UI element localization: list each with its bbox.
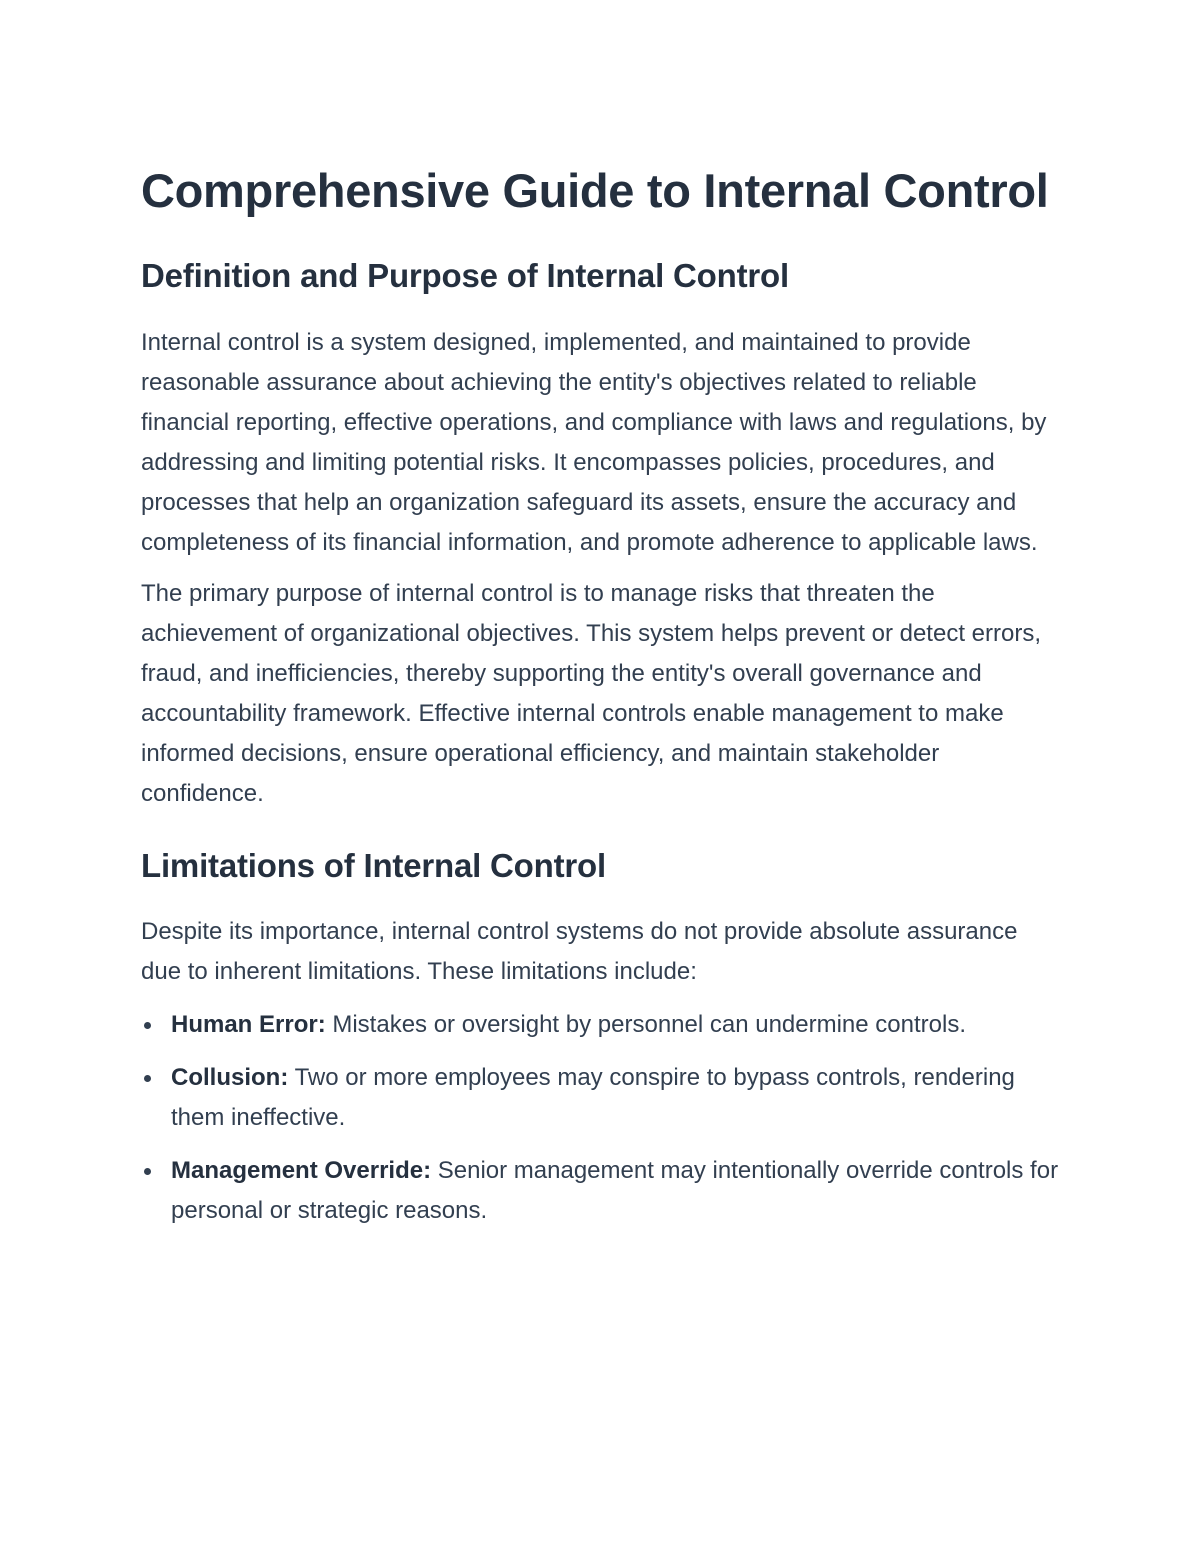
document-page <box>141 160 1061 1244</box>
section-heading-definition: Definition and Purpose of Internal Control <box>141 257 789 294</box>
list-item <box>141 1151 1061 1231</box>
list-item-term: Management Override: <box>171 1157 432 1184</box>
definition-paragraph-2: The primary purpose of internal control is to manage risks that threaten the achievement of organizational objectives. This system helps prevent or detect errors, fraud, and inefficiencies, thereby supporting the entity's overall governance and accountability framework. Effective internal controls enable management to make informed decisions, ensure operational efficiency, and maintain stakeholder confidence. <box>141 580 1041 807</box>
list-item <box>141 1058 1061 1138</box>
list-item-text: Two or more employees may conspire to bypass controls, rendering them ineffective. <box>171 1064 1015 1131</box>
section-heading-limitations: Limitations of Internal Control <box>141 847 606 884</box>
list-item <box>141 1005 1061 1045</box>
bullet-icon <box>144 1075 151 1082</box>
list-item-term: Collusion: <box>171 1064 289 1091</box>
bullet-icon <box>144 1168 151 1175</box>
list-item-text: Mistakes or oversight by personnel can undermine controls. <box>325 1011 966 1038</box>
list-item-term: Human Error: <box>171 1011 326 1038</box>
document-title: Comprehensive Guide to Internal Control <box>141 164 1049 217</box>
limitations-list <box>141 1005 1061 1231</box>
limitations-intro-paragraph: Despite its importance, internal control systems do not provide absolute assurance due to inherent limitations. These limitations include: <box>141 918 1018 985</box>
definition-paragraph-1: Internal control is a system designed, implemented, and maintained to provide reasonable assurance about achieving the entity's objectives related to reliable financial reporting, effective operations, and compliance with laws and regulations, by addressing and limiting potential risks. It encompasses policies, procedures, and processes that help an organization safeguard its assets, ensure the accuracy and completeness of its financial information, and promote adherence to applicable laws. <box>141 329 1047 556</box>
list-item-text: Senior management may intentionally override controls for personal or strategic reasons. <box>171 1157 1059 1224</box>
bullet-icon <box>144 1022 151 1029</box>
